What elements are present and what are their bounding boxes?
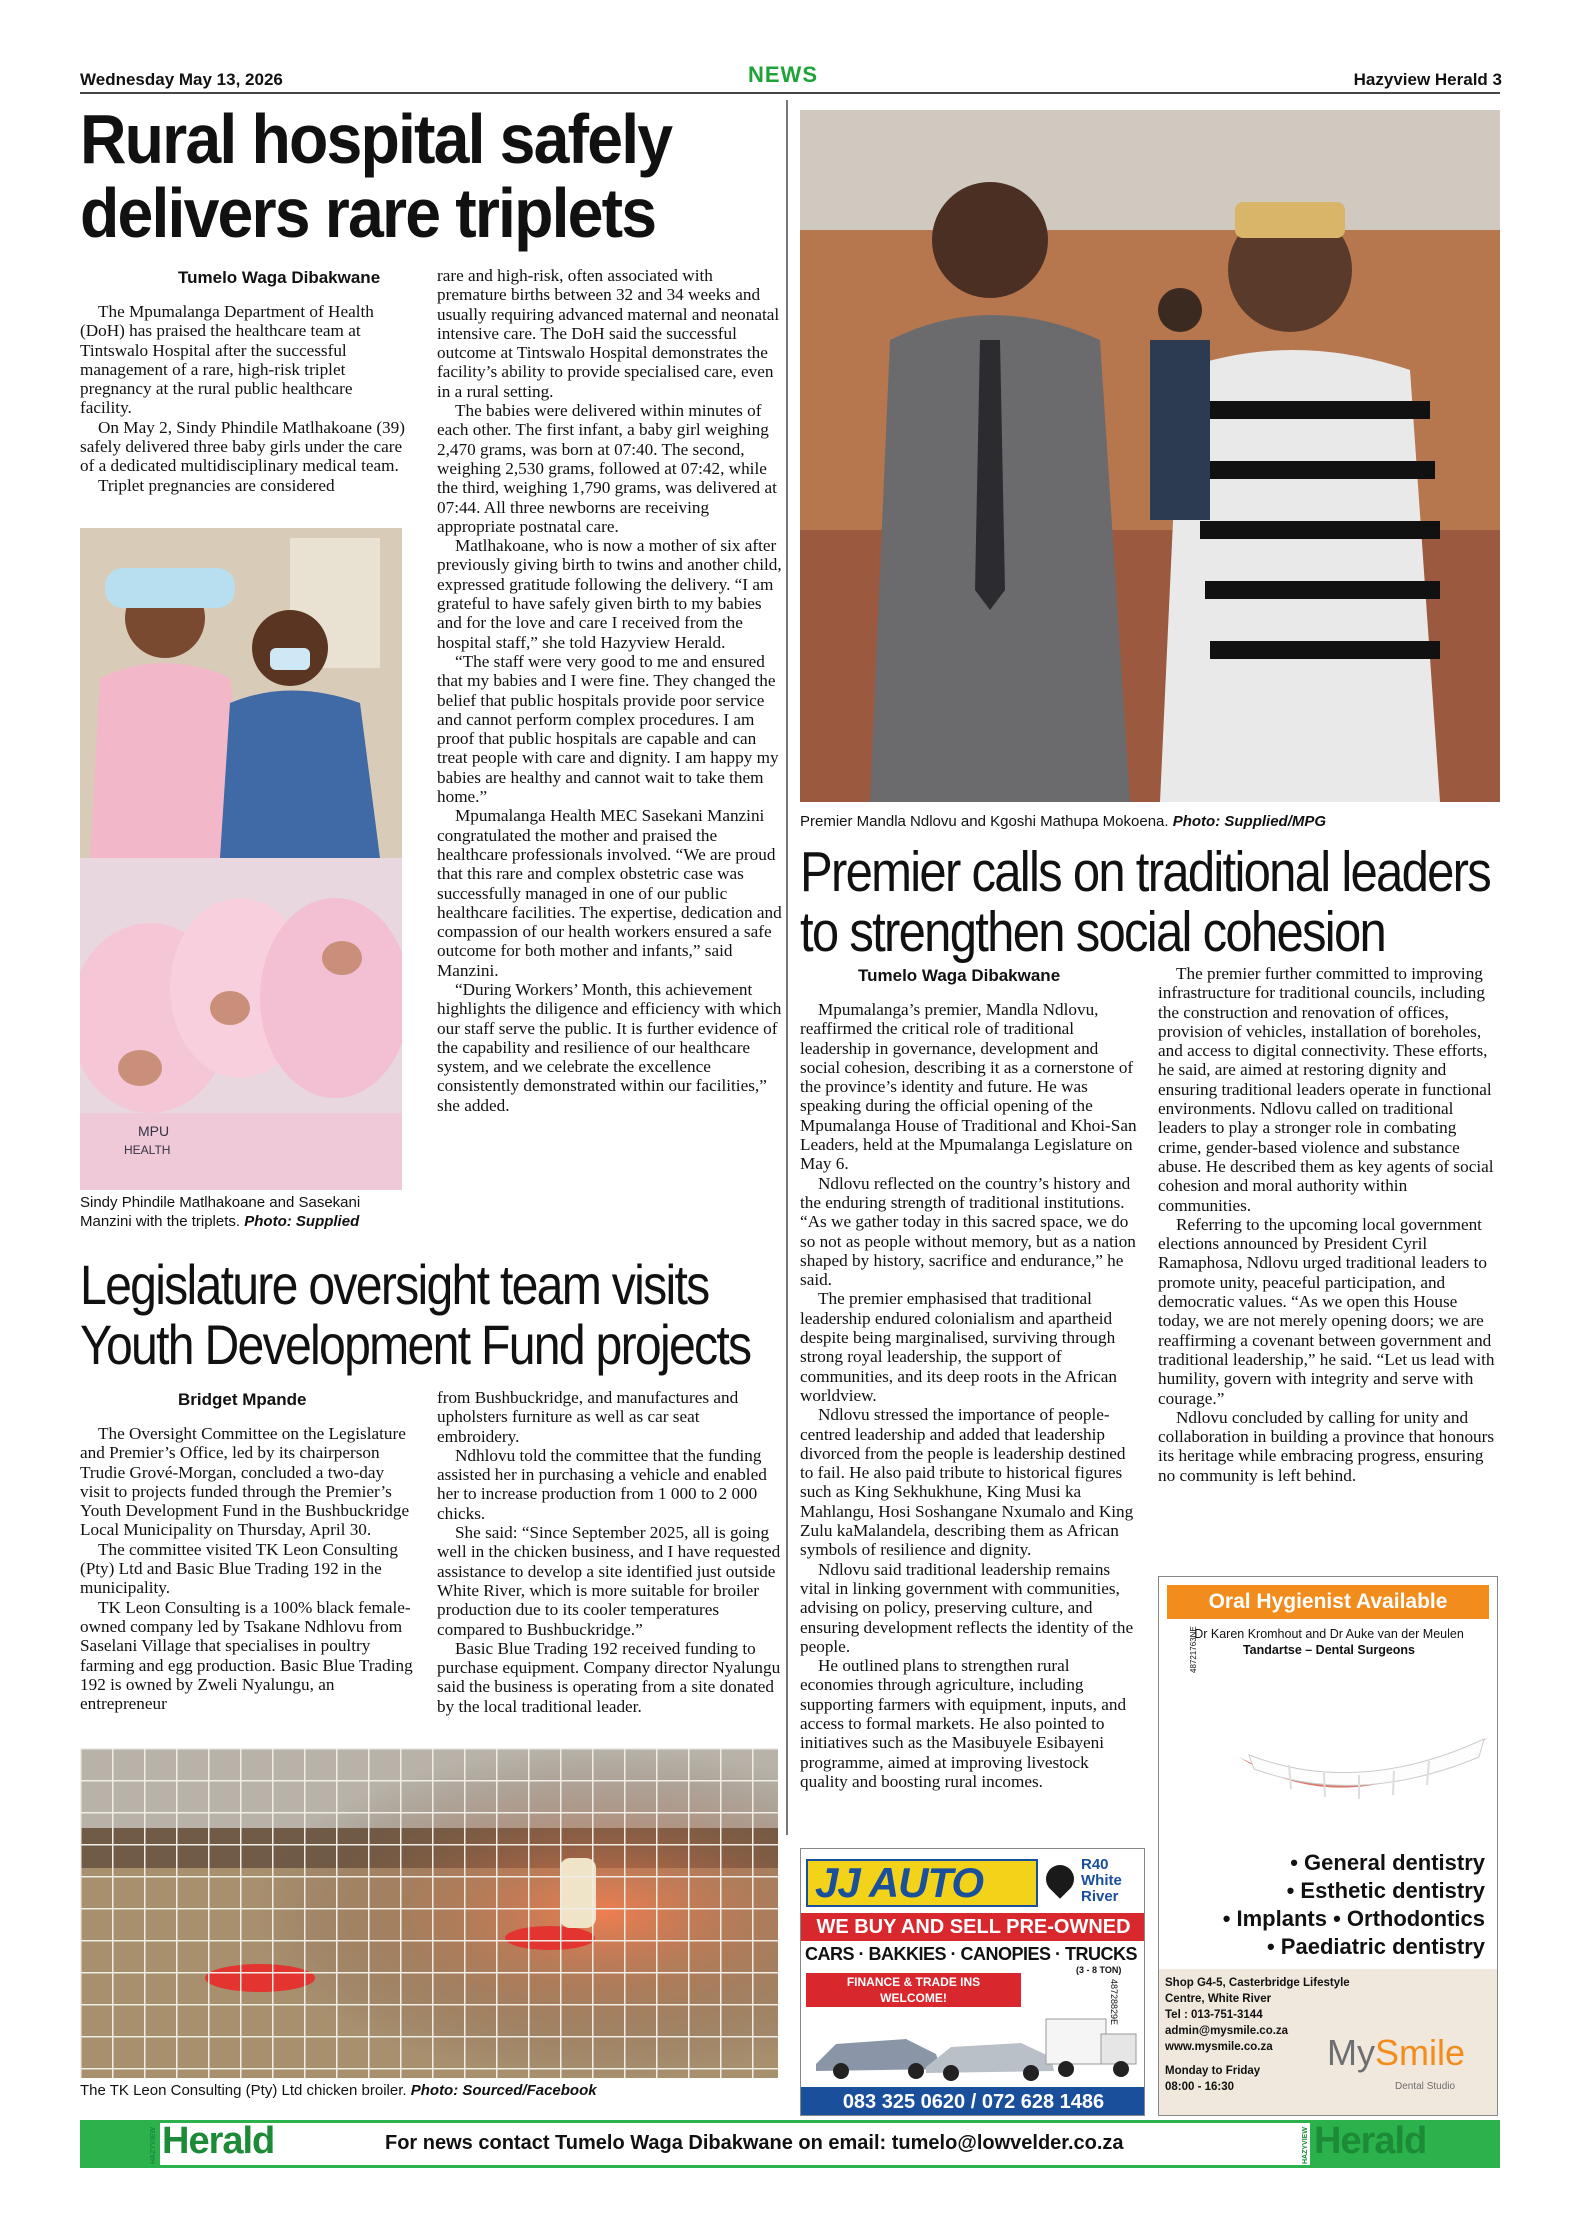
mysmile-sub-part: Studio [1426, 2081, 1456, 2092]
story3-col2-p: Referring to the upcoming local government elections announced by President Cyril Ramaphosa, Ndlovu urged traditional leaders to promote unity, peaceful participation, and democratic values. “As we open this House today, we are not merely opening doors; we are reaffirming a covenant between government and traditional leadership,” he said. “Let us lead with humility, govern with integrity and serve with courage.” [1158, 1214, 1495, 1408]
jj-auto-ref: 48728829E [1109, 1979, 1119, 2026]
location-pin-icon [1040, 1859, 1080, 1899]
story3-col2 [1158, 964, 1500, 1485]
mysmile-sub-part: Dental [1395, 2081, 1424, 2092]
dental-ad-contact [1165, 1975, 1350, 2095]
jj-auto-tagline: WE BUY AND SELL PRE-OWNED [801, 1913, 1145, 1941]
dental-ad-practice: Tandartse – Dental Surgeons [1242, 1643, 1416, 1657]
dental-address-line: Centre, White River [1165, 1993, 1272, 2005]
footer-brand-small-right: HAZYVIEW [1302, 2127, 1309, 2164]
story2-headline [80, 1255, 750, 1375]
blanket-text-2: HEALTH [124, 1143, 171, 1157]
premier-photo-art [800, 110, 1500, 802]
story3-col1-p: The premier emphasised that traditional leadership endured colonialism and apartheid despite being marginalised, surviving through strong royal leadership, the support of communities, and its deep roots in the African worldview. [800, 1289, 1117, 1405]
mysmile-logo [1327, 2032, 1465, 2074]
dental-ad-services [1223, 1849, 1485, 1961]
jj-auto-welcome: WELCOME! [880, 1991, 947, 2005]
dental-service: • Implants • Orthodontics [1222, 1906, 1485, 1931]
story3-caption-credit: Photo: Supplied/MPG [1172, 813, 1327, 830]
dental-service: • Esthetic dentistry [1286, 1878, 1485, 1903]
story2-caption [80, 2081, 780, 2100]
jj-auto-ad [800, 1848, 1145, 2116]
jj-auto-phone: 083 325 0620 / 072 628 1486 [801, 2087, 1145, 2116]
jj-auto-finance-line: FINANCE & TRADE INS [846, 1975, 981, 1989]
premier-photo [800, 110, 1500, 802]
jj-auto-location-line: River [1081, 1888, 1119, 1905]
story2-col2-p: She said: “Since September 2025, all is going well in the chicken business, and I have requested assistance to develop a site identified just outside White River, which is more suitable for broiler production due to its cooler temperatures compared to Bushbuckridge.” [437, 1523, 781, 1639]
mysmile-logo-part: My [1327, 2032, 1375, 2073]
story1-headline-line1: Rural hospital safely [80, 100, 672, 178]
story2-byline: Bridget Mpande [178, 1390, 307, 1409]
story2-col2 [437, 1388, 782, 1716]
story3-byline: Tumelo Waga Dibakwane [858, 966, 1061, 985]
story2-col1 [80, 1424, 415, 1713]
dental-ad [1158, 1576, 1498, 2116]
jj-auto-location-line: White [1081, 1872, 1122, 1889]
issue-date: Wednesday May 13, 2026 [80, 70, 283, 89]
footer-herald-logo-left: Herald [162, 2120, 275, 2162]
story3-col1-p: Ndlovu said traditional leadership remains vital in linking government with communities, advising on policy, preserving culture, and ensuring development reflects the identity of the people. [800, 1559, 1134, 1656]
story1-caption-credit: Photo: Supplied [244, 1213, 360, 1230]
story3-caption [800, 812, 1500, 831]
jj-auto-location [1081, 1857, 1122, 1905]
smile-icon [1199, 1657, 1498, 1817]
story3-headline-line2: to strengthen social cohesion [800, 900, 1386, 964]
story2-col1-p: The committee visited TK Leon Consulting (Pty) Ltd and Basic Blue Trading 192 in the municipality. [80, 1539, 398, 1598]
story1-col2-p: “During Workers’ Month, this achievement highlights the diligence and efficiency with which our staff serve the public. It is further evidence of the capability and resilience of our healthcare system, and we celebrate the excellence consistently demonstrated within our facilities,” she added. [437, 979, 782, 1115]
story1-col2-p: Matlhakoane, who is now a mother of six after previously giving birth to twins and another child, expressed gratitude following the delivery. “I am grateful to have safely given birth to my babies and for the love and care I received from the hospital staff,” she told Hazyview Herald. [437, 536, 782, 652]
mysmile-sub [1395, 2081, 1455, 2092]
header-rule [80, 92, 1500, 94]
dental-hours-days: Monday to Friday [1165, 2065, 1261, 2077]
story1-col1 [80, 302, 405, 495]
chicken-broiler-photo [80, 1748, 778, 2078]
story2-col2-p: Ndhlovu told the committee that the funding assisted her in purchasing a vehicle and enabled her to increase production from 1 000 to 2 000 chicks. [437, 1445, 767, 1523]
dental-email: admin@mysmile.co.za [1165, 2025, 1289, 2037]
story1-col2-p: “The staff were very good to me and ensured that my babies and I were fine. They changed the belief that public hospitals provide poor service and cannot perform complex procedures. I am proof that public hospitals are capable and can treat people with care and dignity. I am happy my babies are healthy and cannot wait to take them home.” [437, 651, 779, 807]
story1-caption [80, 1193, 405, 1231]
story1-col2-p: rare and high-risk, often associated with premature births between 32 and 34 weeks and usually requiring advanced maternal and neonatal intensive care. The DoH said the successful outcome at Tintswalo Hospital demonstrates the facility’s ability to provide specialised care, even in a rural setting. [437, 266, 780, 401]
page-label: Hazyview Herald 3 [1353, 70, 1502, 89]
triplets-photo [80, 528, 402, 1190]
footer-herald-logo-right: Herald [1314, 2120, 1427, 2162]
jj-auto-items: CARS · BAKKIES · CANOPIES · TRUCKS [805, 1944, 1138, 1964]
dental-ad-title: Oral Hygienist Available [1167, 1585, 1489, 1619]
story1-byline: Tumelo Waga Dibakwane [178, 268, 381, 287]
story1-col1-p: On May 2, Sindy Phindile Matlhakoane (39) safely delivered three baby girls under the care of a dedicated multidisciplinary medical team. [80, 417, 405, 476]
dental-ad-ref: 48721763NE [1189, 1626, 1198, 1673]
story2-headline-line2: Youth Development Fund projects [80, 1313, 751, 1376]
footer-brand-small-left: HAZYVIEW [150, 2127, 157, 2164]
column-divider [786, 100, 788, 1835]
triplets-photo-art [80, 528, 402, 1190]
dental-address-line: Shop G4-5, Casterbridge Lifestyle [1165, 1977, 1350, 1989]
story2-caption-text: The TK Leon Consulting (Pty) Ltd chicken broiler. [80, 2082, 407, 2099]
blanket-text-1: MPU [138, 1123, 170, 1139]
story1-headline-line2: delivers rare triplets [80, 174, 656, 252]
dental-phone: Tel : 013-751-3144 [1165, 2009, 1263, 2021]
story3-col1-p: Ndlovu reflected on the country’s history and the enduring strength of traditional institutions. “As we gather today in this sacred space, we do so not as people without memory, but as a nation shaped by history, sacrifice and endurance,” he said. [800, 1173, 1136, 1290]
story2-col1-p: TK Leon Consulting is a 100% black female-owned company led by Tsakane Ndhlovu from Saselani Village that specialises in poultry farming and egg production. Basic Blue Trading 192 is owned by Zweli Nyalungu, an entrepreneur [80, 1597, 413, 1714]
story2-col1-p: The Oversight Committee on the Legislature and Premier’s Office, led by its chairperson Trudie Grové-Morgan, concluded a two-day visit to projects funded through the Premier’s Youth Development Fund in the Bushbuckridge Local Municipality on Thursday, April 30. [80, 1424, 410, 1540]
chicken-broiler-photo-art [80, 1748, 778, 2078]
jj-auto-location-line: R40 [1081, 1856, 1109, 1873]
story1-caption-text: Sindy Phindile Matlhakoane and Sasekani Manzini with the triplets. [80, 1194, 361, 1230]
story1-col1-p: The Mpumalanga Department of Health (DoH) has praised the healthcare team at Tintswalo Hospital after the successful management of a rare, high-risk triplet pregnancy at the rural public healthcare facility. [80, 302, 374, 418]
story1-headline [80, 102, 724, 250]
story3-col2-p: The premier further committed to improving infrastructure for traditional councils, including the construction and renovation of offices, provision of vehicles, installation of boreholes, and access to digital connectivity. These efforts, he said, are aimed at restoring dignity and ensuring traditional leaders operate in functional environments. Ndlovu called on traditional leaders to play a stronger role in combating crime, gender-based violence and substance abuse. He described them as key agents of social cohesion and moral authority within communities. [1158, 964, 1494, 1215]
jj-auto-brand: JJ AUTO [815, 1859, 984, 1906]
story2-headline-line1: Legislature oversight team visits [80, 1253, 709, 1316]
story3-col2-p: Ndlovu concluded by calling for unity and collaboration in building a province that honours its heritage while embracing progress, ensuring no community is left behind. [1158, 1407, 1495, 1485]
story2-col2-p: Basic Blue Trading 192 received funding to purchase equipment. Company director Nyalungu said the business is operating from a site donated by the local traditional leader. [437, 1638, 781, 1716]
story3-col1-p: Ndlovu stressed the importance of people-centred leadership and added that leadership divorced from the people is leadership destined to fail. He also paid tribute to historical figures such as King Sekhukhune, King Musi ka Mahlangu, Hosi Soshangane Nxumalo and King Zulu kaMalandela, describing them as African symbols of resilience and dignity. [800, 1405, 1134, 1560]
story1-col2 [437, 266, 782, 1115]
jj-auto-ton: (3 - 8 TON) [1076, 1965, 1122, 1975]
section-label: NEWS [748, 62, 818, 87]
story3-caption-text: Premier Mandla Ndlovu and Kgoshi Mathupa Mokoena. [800, 813, 1169, 830]
mysmile-logo-part: Smile [1375, 2032, 1466, 2073]
story1-col1-p: Triplet pregnancies are considered [98, 475, 335, 495]
story1-col2-p: Mpumalanga Health MEC Sasekani Manzini congratulated the mother and praised the healthcare professionals involved. “We are proud that this rare and complex obstetric case was successfully managed in one of our public healthcare facilities. The expertise, dedication and compassion of our health workers ensured a safe outcome for both mother and infants,” said Manzini. [437, 806, 782, 980]
story3-headline [800, 842, 1490, 962]
story3-headline-line1: Premier calls on traditional leaders [800, 840, 1491, 904]
dental-website: www.mysmile.co.za [1165, 2041, 1273, 2053]
dental-hours-time: 08:00 - 16:30 [1165, 2081, 1235, 2093]
story3-col1-p: Mpumalanga’s premier, Mandla Ndlovu, reaffirmed the critical role of traditional leadership in governance, development and social cohesion, describing it as a cornerstone of the province’s identity and future. He was speaking during the official opening of the Mpumalanga House of Traditional and Khoi-San Leaders, held at the Mpumalanga Legislature on May 6. [800, 1000, 1137, 1174]
story3-col1 [800, 1000, 1138, 1791]
jj-auto-vehicles-art [806, 2009, 1141, 2084]
story1-col2-p: The babies were delivered within minutes of each other. The first infant, a baby girl weighing 2,470 grams, was born at 07:40. The second, weighing 2,530 grams, followed at 07:42, while the third, weighing 1,790 grams, was delivered at 07:44. All three newborns are receiving appropriate postnatal care. [437, 401, 777, 536]
dental-ad-doctors: Dr Karen Kromhout and Dr Auke van der Meulen [1194, 1627, 1464, 1641]
story2-col2-p: from Bushbuckridge, and manufactures and upholsters furniture as well as car seat embroidery. [437, 1388, 739, 1446]
story3-col1-p: He outlined plans to strengthen rural economies through agriculture, including supporting farmers with equipment, inputs, and access to formal markets. He also pointed to initiatives such as the Masibuyele Esibayeni programme, aimed at improving livestock quality and boosting rural incomes. [800, 1656, 1127, 1791]
footer-contact: For news contact Tumelo Waga Dibakwane on email: tumelo@lowvelder.co.za [385, 2132, 1124, 2154]
dental-service: • General dentistry [1290, 1850, 1485, 1875]
dental-service: • Paediatric dentistry [1266, 1934, 1485, 1959]
story2-caption-credit: Photo: Sourced/Facebook [410, 2082, 597, 2099]
jj-auto-finance [806, 1973, 1021, 2007]
